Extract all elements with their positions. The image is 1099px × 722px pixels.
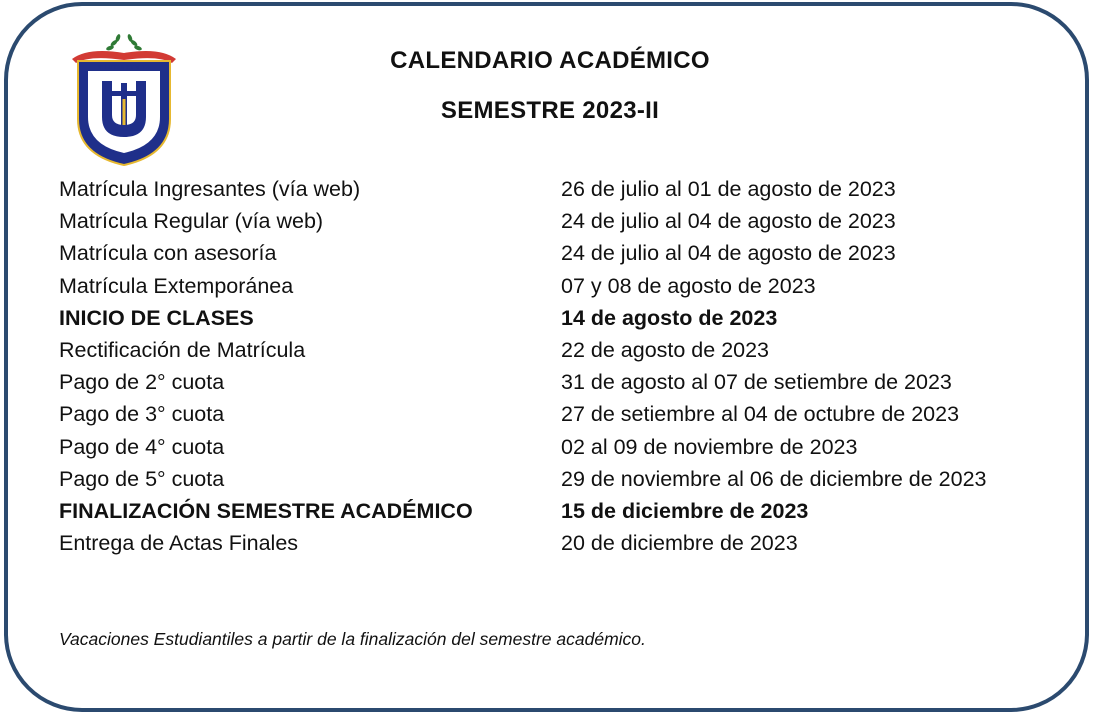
- event-date: 24 de julio al 04 de agosto de 2023: [561, 209, 896, 234]
- event-date: 27 de setiembre al 04 de octubre de 2023: [561, 402, 960, 427]
- event-label: Pago de 4° cuota: [59, 434, 225, 459]
- schedule-row: [59, 270, 1059, 302]
- event-date: 15 de diciembre de 2023: [561, 498, 809, 523]
- event-label: Matrícula Regular (vía web): [59, 209, 324, 234]
- event-label: FINALIZACIÓN SEMESTRE ACADÉMICO: [59, 498, 473, 523]
- event-label: Matrícula Extemporánea: [59, 273, 294, 298]
- schedule-row: [59, 495, 1059, 527]
- event-date: 02 al 09 de noviembre de 2023: [561, 434, 858, 459]
- schedule-row: [59, 334, 1059, 366]
- page-subtitle: SEMESTRE 2023-II: [440, 97, 660, 124]
- schedule-row: [59, 302, 1059, 334]
- event-date: 20 de diciembre de 2023: [561, 531, 798, 556]
- university-crest-logo: [68, 33, 180, 169]
- schedule-row: [59, 398, 1059, 430]
- event-date: 07 y 08 de agosto de 2023: [561, 273, 816, 298]
- event-date: 29 de noviembre al 06 de diciembre de 2023: [561, 466, 987, 491]
- schedule-row: [59, 463, 1059, 495]
- page-title: CALENDARIO ACADÉMICO: [390, 47, 710, 74]
- event-label: Rectificación de Matrícula: [59, 337, 306, 362]
- event-date: 31 de agosto al 07 de setiembre de 2023: [561, 370, 952, 395]
- event-label: Entrega de Actas Finales: [59, 531, 299, 556]
- schedule-row: [59, 431, 1059, 463]
- logo-motto: VERITAS ET VITA: [97, 64, 151, 71]
- event-label: Matrícula con asesoría: [59, 241, 277, 266]
- event-date: 14 de agosto de 2023: [561, 305, 778, 330]
- footnote: Vacaciones Estudiantiles a partir de la finalización del semestre académico.: [59, 629, 646, 649]
- event-date: 24 de julio al 04 de agosto de 2023: [561, 241, 896, 266]
- schedule-row: [59, 527, 1059, 559]
- schedule-row: [59, 237, 1059, 269]
- schedule-row: [59, 366, 1059, 398]
- event-date: 22 de agosto de 2023: [561, 337, 770, 362]
- schedule-row: [59, 205, 1059, 237]
- event-label: INICIO DE CLASES: [59, 305, 254, 330]
- event-label: Matrícula Ingresantes (vía web): [59, 177, 361, 201]
- schedule-row: [59, 173, 1059, 205]
- laurel-icon: [106, 34, 143, 52]
- schedule-table: [59, 173, 1059, 559]
- event-label: Pago de 3° cuota: [59, 402, 225, 427]
- event-date: 26 de julio al 01 de agosto de 2023: [561, 177, 896, 201]
- event-label: Pago de 2° cuota: [59, 370, 225, 395]
- event-label: Pago de 5° cuota: [59, 466, 225, 491]
